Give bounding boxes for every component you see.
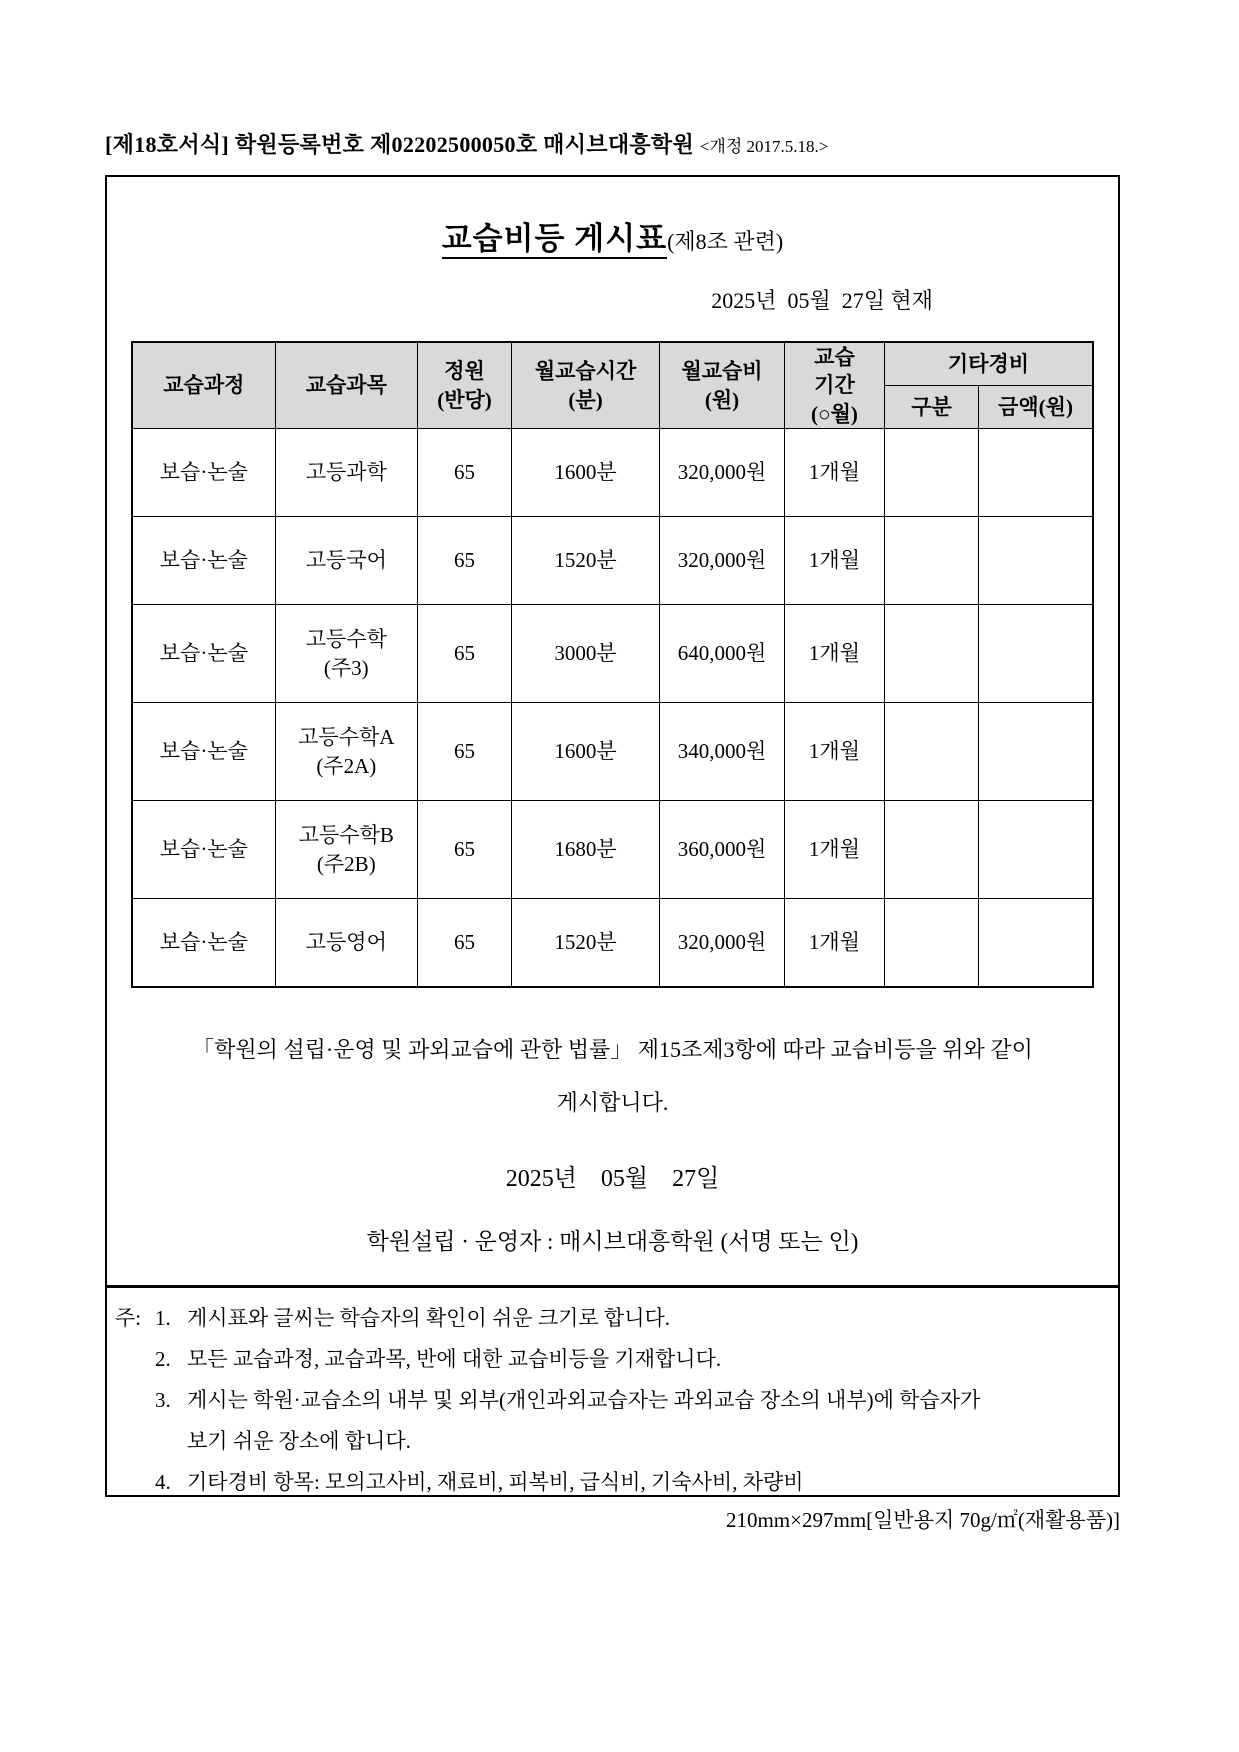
table-row xyxy=(132,517,1093,605)
col-header-fee: 월교습비 (원) xyxy=(660,342,785,429)
cell-capacity: 65 xyxy=(417,517,511,605)
cell-other-amount xyxy=(979,429,1093,517)
cell-fee: 360,000원 xyxy=(660,801,785,899)
notes-label: 주: xyxy=(115,1306,142,1330)
cell-minutes: 1600분 xyxy=(512,429,660,517)
cell-period: 1개월 xyxy=(784,429,884,517)
cell-period: 1개월 xyxy=(784,801,884,899)
legal-statement-line1: 「학원의 설립·운영 및 과외교습에 관한 법률」 제15조제3항에 따라 교습비등을 위와 같이 xyxy=(192,1036,1033,1062)
col-header-capacity: 정원 (반당) xyxy=(417,342,511,429)
cell-subject: 고등수학B (주2B) xyxy=(275,801,417,899)
col-header-other-type: 구분 xyxy=(884,385,978,428)
form-header-text: [제18호서식] 학원등록번호 제02202500050호 매시브대흥학원 xyxy=(105,132,700,157)
cell-subject: 고등국어 xyxy=(275,517,417,605)
cell-fee: 320,000원 xyxy=(660,429,785,517)
col-header-other-amount: 금액(원) xyxy=(979,385,1093,428)
note-line-4: 4. 기타경비 항목: 모의고사비, 재료비, 피복비, 급식비, 기숙사비, 차량비 xyxy=(155,1470,804,1494)
note-line-3: 3. 게시는 학원·교습소의 내부 및 외부(개인과외교습자는 과외교습 장소의 내부)에 학습자가 xyxy=(155,1388,981,1412)
cell-capacity: 65 xyxy=(417,801,511,899)
cell-other-type xyxy=(884,899,978,987)
cell-capacity: 65 xyxy=(417,703,511,801)
col-header-other-expenses: 기타경비 xyxy=(884,342,1093,385)
col-header-period: 교습 기간 (○월) xyxy=(784,342,884,429)
legal-statement-line2: 게시합니다. xyxy=(556,1089,669,1115)
cell-other-type xyxy=(884,605,978,703)
legal-statement xyxy=(107,1032,1118,1120)
cell-course: 보습·논술 xyxy=(132,605,275,703)
table-row xyxy=(132,703,1093,801)
cell-period: 1개월 xyxy=(784,899,884,987)
cell-course: 보습·논술 xyxy=(132,899,275,987)
cell-subject: 고등과학 xyxy=(275,429,417,517)
col-header-course: 교습과정 xyxy=(132,342,275,429)
as-of-date: 2025년 05월 27일 현재 xyxy=(711,288,933,313)
cell-other-amount xyxy=(979,703,1093,801)
cell-minutes: 1520분 xyxy=(512,517,660,605)
page-title: 교습비등 게시표 xyxy=(442,221,667,259)
cell-course: 보습·논술 xyxy=(132,801,275,899)
cell-minutes: 1680분 xyxy=(512,801,660,899)
cell-other-amount xyxy=(979,605,1093,703)
cell-period: 1개월 xyxy=(784,517,884,605)
fee-table-header xyxy=(132,342,1093,429)
cell-other-type xyxy=(884,429,978,517)
note-line-3-continuation: 보기 쉬운 장소에 합니다. xyxy=(187,1429,411,1453)
cell-subject: 고등수학 (주3) xyxy=(275,605,417,703)
cell-period: 1개월 xyxy=(784,703,884,801)
cell-other-type xyxy=(884,517,978,605)
cell-course: 보습·논술 xyxy=(132,429,275,517)
cell-subject: 고등영어 xyxy=(275,899,417,987)
notes-frame xyxy=(105,1287,1120,1497)
col-header-subject: 교습과목 xyxy=(275,342,417,429)
notice-frame xyxy=(105,175,1120,1287)
cell-minutes: 3000분 xyxy=(512,605,660,703)
form-header xyxy=(105,128,828,159)
fee-table xyxy=(131,341,1094,988)
issue-date: 2025년 05월 27일 xyxy=(505,1165,720,1192)
table-row xyxy=(132,801,1093,899)
paper-spec-footer: 210mm×297mm[일반용지 70g/㎡(재활용품)] xyxy=(725,1508,1120,1532)
cell-fee: 320,000원 xyxy=(660,899,785,987)
cell-other-amount xyxy=(979,801,1093,899)
cell-fee: 320,000원 xyxy=(660,517,785,605)
cell-fee: 640,000원 xyxy=(660,605,785,703)
table-row xyxy=(132,429,1093,517)
table-row xyxy=(132,899,1093,987)
cell-other-type xyxy=(884,703,978,801)
page-title-suffix: (제8조 관련) xyxy=(667,229,784,254)
cell-other-type xyxy=(884,801,978,899)
cell-capacity: 65 xyxy=(417,899,511,987)
cell-period: 1개월 xyxy=(784,605,884,703)
cell-subject: 고등수학A (주2A) xyxy=(275,703,417,801)
cell-other-amount xyxy=(979,517,1093,605)
col-header-minutes: 월교습시간 (분) xyxy=(512,342,660,429)
cell-minutes: 1520분 xyxy=(512,899,660,987)
cell-minutes: 1600분 xyxy=(512,703,660,801)
table-row xyxy=(132,605,1093,703)
cell-capacity: 65 xyxy=(417,429,511,517)
cell-course: 보습·논술 xyxy=(132,703,275,801)
title-block xyxy=(107,213,1118,258)
cell-fee: 340,000원 xyxy=(660,703,785,801)
note-line-2: 2. 모든 교습과정, 교습과목, 반에 대한 교습비등을 기재합니다. xyxy=(155,1347,722,1371)
cell-capacity: 65 xyxy=(417,605,511,703)
form-header-revision: <개정 2017.5.18.> xyxy=(699,137,829,156)
note-line-1: 주: 1. 게시표와 글씨는 학습자의 확인이 쉬운 크기로 합니다. xyxy=(115,1298,1110,1339)
cell-course: 보습·논술 xyxy=(132,517,275,605)
cell-other-amount xyxy=(979,899,1093,987)
signature-line: 학원설립 · 운영자 : 매시브대흥학원 (서명 또는 인) xyxy=(366,1228,859,1254)
